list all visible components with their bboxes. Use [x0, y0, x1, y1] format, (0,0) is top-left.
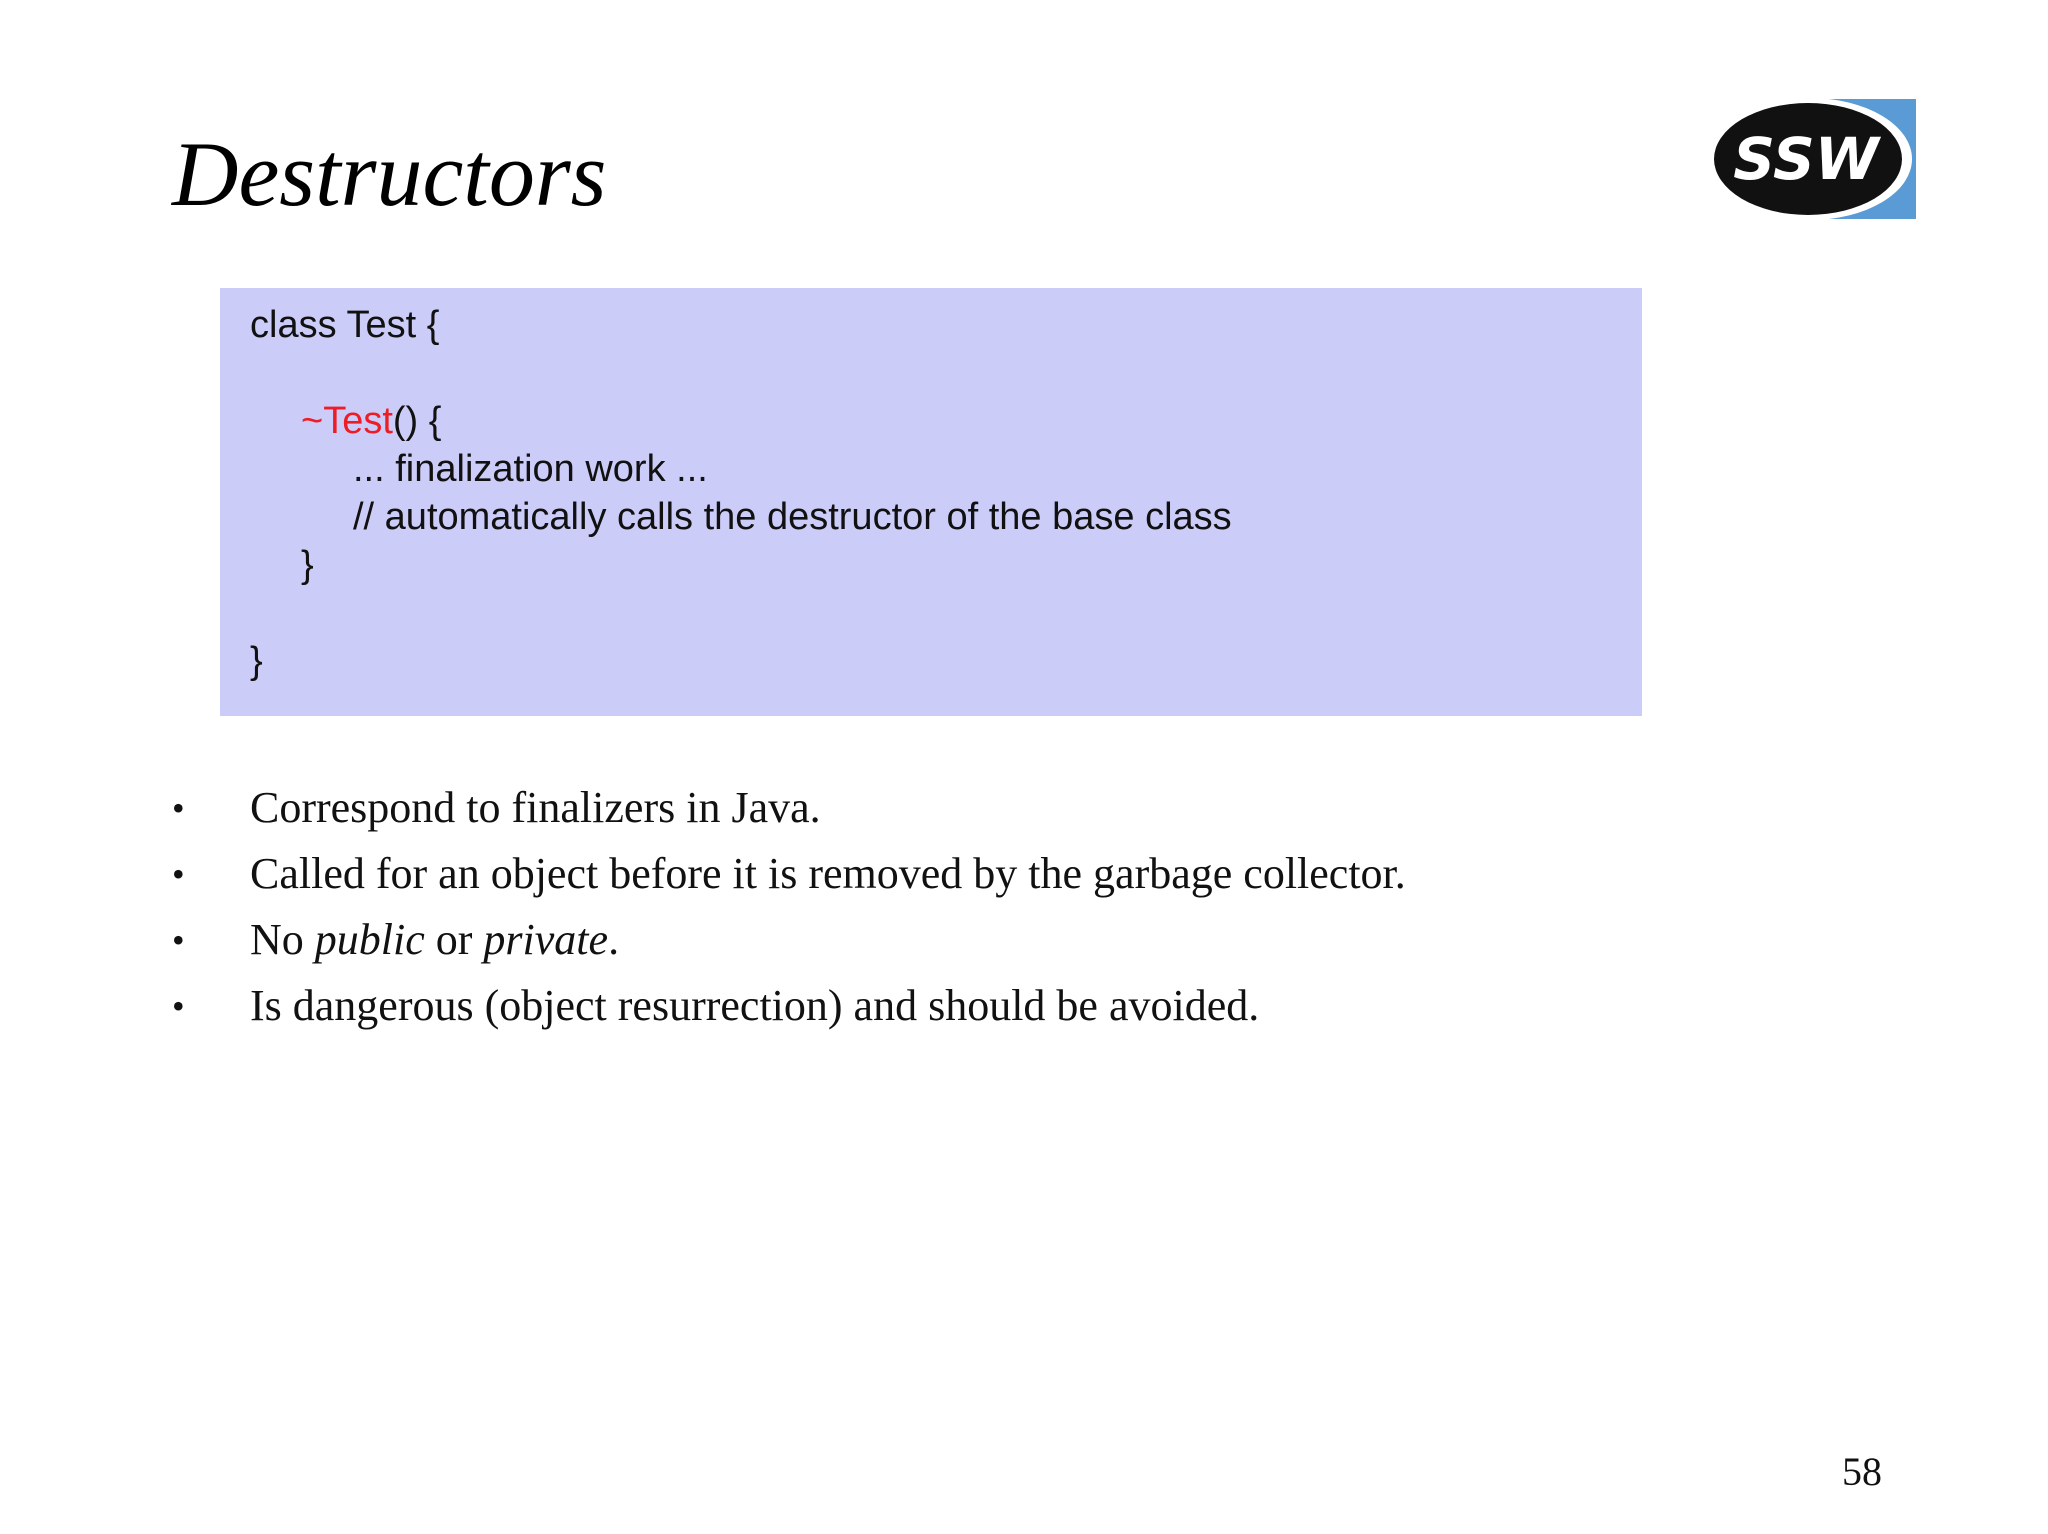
bullet-list: [172, 775, 1872, 1039]
slide-title: Destructors: [172, 123, 607, 225]
code-line-body-1: ... finalization work ...: [353, 448, 708, 490]
code-line-inner-close: }: [301, 544, 314, 586]
logo-text: SSW: [1733, 125, 1879, 193]
code-line-blank: [250, 349, 1642, 397]
destructor-signature: () {: [392, 400, 442, 442]
code-block: [220, 288, 1642, 716]
bullet-marker: •: [172, 920, 185, 960]
code-line-blank: [250, 589, 1642, 637]
bullet-text-after: .: [608, 915, 620, 964]
code-line-outer-close: }: [250, 640, 263, 682]
page-number: 58: [1842, 1449, 1882, 1494]
destructor-name: ~Test: [301, 400, 393, 442]
code-line-body-2: // automatically calls the destructor of the base class: [353, 496, 1232, 538]
bullet-text-before: No: [250, 915, 315, 964]
bullet-marker: •: [172, 986, 185, 1026]
bullet-text: Is dangerous (object resurrection) and should be avoided.: [250, 981, 1260, 1030]
bullet-marker: •: [172, 854, 185, 894]
bullet-text: [250, 915, 619, 964]
keyword-public: public: [314, 915, 425, 964]
bullet-text-middle: or: [424, 915, 484, 964]
bullet-marker: •: [172, 788, 185, 828]
code-line-destructor: [250, 397, 1642, 445]
bullet-item: [172, 907, 1872, 973]
bullet-item: [172, 841, 1872, 907]
code-line-class-decl: class Test {: [250, 304, 440, 346]
bullet-text: Correspond to finalizers in Java.: [250, 783, 821, 832]
bullet-item: [172, 775, 1872, 841]
ssw-logo: [1708, 97, 1918, 222]
bullet-text: Called for an object before it is removed by the garbage collector.: [250, 849, 1406, 898]
bullet-item: [172, 973, 1872, 1039]
keyword-private: private: [483, 915, 609, 964]
